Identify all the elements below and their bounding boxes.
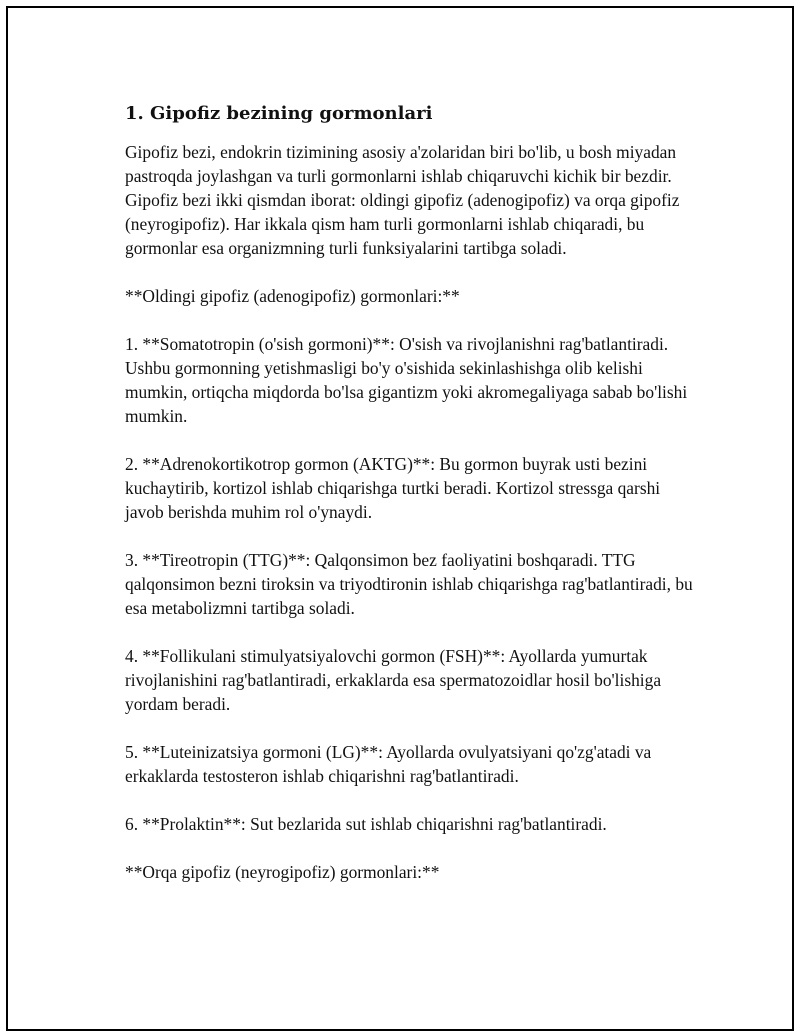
intro-paragraph: Gipofiz bezi, endokrin tizimining asosiy a'zolaridan biri bo'lib, u bosh miyadan pastroqda joylashgan va turli gormonlarni ishlab chiqaruvchi kichik bir bezdir. Gipofiz bezi ikki qismdan iborat: oldingi gipofiz (adenogipofiz) va orqa gipofiz (neyrogipofiz). Har ikkala qism ham turli gormonlarni ishlab chiqaradi, bu gormonlar esa organizmning turli funksiyalarini tartibga soladi.	[125, 142, 680, 258]
document-page	[6, 6, 794, 1031]
hormone-item-somatotropin: 1. **Somatotropin (o'sish gormoni)**: O'sish va rivojlanishni rag'batlantiradi. Ushbu gormonning yetishmasligi bo'y o'sishida sekinlashishga olib kelishi mumkin, ortiqcha miqdorda bo'lsa gigantizm yoki akromegaliyaga sabab bo'lishi mumkin.	[125, 334, 688, 426]
hormone-item-ttg: 3. **Tireotropin (TTG)**: Qalqonsimon bez faoliyatini boshqaradi. TTG qalqonsimon bezni tiroksin va triyodtironin ishlab chiqarishga rag'batlantiradi, bu esa metabolizmni tartibga soladi.	[125, 550, 693, 618]
hormone-item-fsh: 4. **Follikulani stimulyatsiyalovchi gormon (FSH)**: Ayollarda yumurtak rivojlanishini rag'batlantiradi, erkaklarda esa spermatozoidlar hosil bo'lishiga yordam beradi.	[125, 646, 662, 714]
posterior-pituitary-subheading: **Orqa gipofiz (neyrogipofiz) gormonlari:**	[125, 862, 440, 882]
hormone-item-prolaktin: 6. **Prolaktin**: Sut bezlarida sut ishlab chiqarishni rag'batlantiradi.	[125, 814, 607, 834]
document-body	[125, 100, 695, 908]
anterior-pituitary-subheading: **Oldingi gipofiz (adenogipofiz) gormonlari:**	[125, 286, 460, 306]
hormone-item-lg: 5. **Luteinizatsiya gormoni (LG)**: Ayollarda ovulyatsiyani qo'zg'atadi va erkaklarda testosteron ishlab chiqarishni rag'batlantiradi.	[125, 742, 652, 786]
hormone-item-aktg: 2. **Adrenokortikotrop gormon (AKTG)**: Bu gormon buyrak usti bezini kuchaytirib, kortizol ishlab chiqarishga turtki beradi. Kortizol stressga qarshi javob berishda muhim rol o'ynaydi.	[125, 454, 661, 522]
section-heading: 1. Gipofiz bezining gormonlari	[125, 103, 433, 124]
